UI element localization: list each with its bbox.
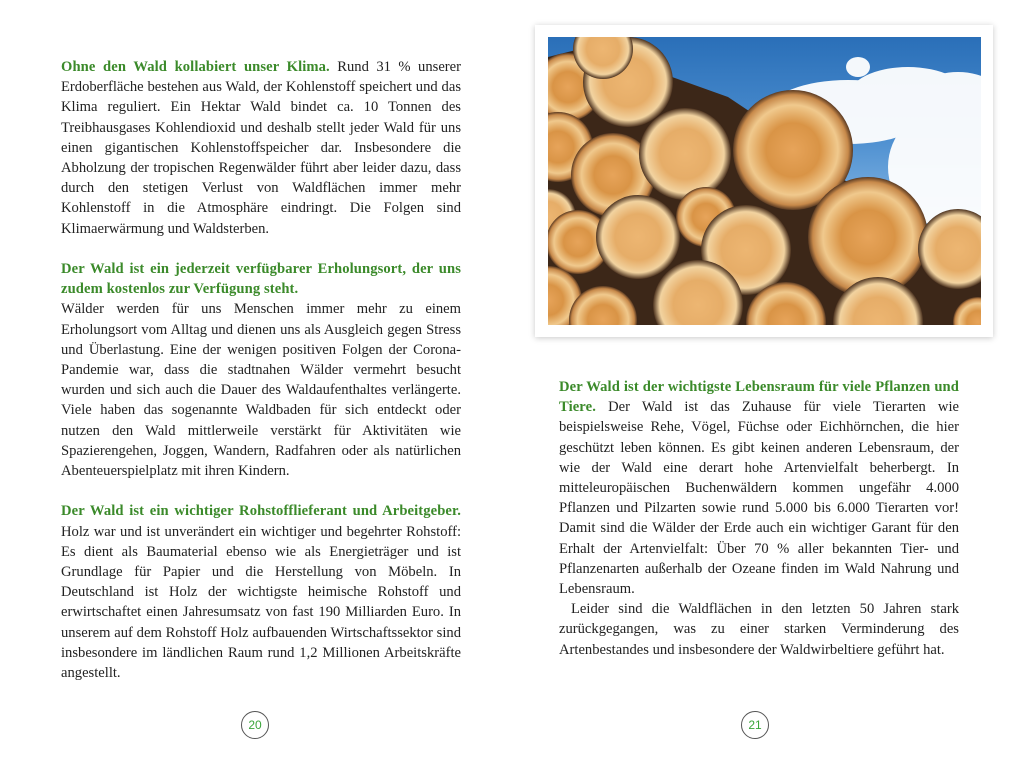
page-number: 20 xyxy=(241,711,269,739)
paragraph-lead: Ohne den Wald kollabiert unser Klima. xyxy=(61,59,330,75)
paragraph-lead: Der Wald ist ein jederzeit verfügbarer Erholungsort, der uns zudem kostenlos zur Verfügung steht. xyxy=(61,261,461,298)
paragraph-lead: Der Wald ist ein wichtiger Rohstofflieferant und Arbeitgeber. xyxy=(61,503,461,520)
paragraph-habitat xyxy=(559,377,959,599)
right-page xyxy=(510,0,1020,763)
paragraph-body: Leider sind die Waldflächen in den letzten 50 Jahren stark zurückgegangen, was zu einer starken Verminderung des Artenbestandes und insbesondere der Waldwirbeltiere geführt hat. xyxy=(559,601,959,658)
photo-frame xyxy=(535,25,993,337)
paragraph-decline xyxy=(559,599,959,660)
paragraph-climate xyxy=(61,57,461,239)
left-text-column xyxy=(61,57,461,683)
paragraph-body: Der Wald ist das Zuhause für viele Tierarten wie beispielsweise Rehe, Vögel, Füchse oder Eichhörnchen, die hier geschützt leben können. Es gibt keinen anderen Lebensraum, der wie der Wald eine derart hohe Artenvielfalt beherbergt. In mitteleuropäischen Buchenwäldern kommen ungefähr 4.000 Pflanzen und Pilzarten sowie rund 5.000 bis 6.000 Tierarten vor! Damit sind die Wälder der Erde auch ein wichtiger Garant für den Erhalt der Artenvielfalt: Über 70 % aller bekannten Tier- und Pflanzenarten außerhalb der Ozeane finden im Wald Nahrung und Lebensraum. xyxy=(559,399,959,598)
paragraph-body: Rund 31 % unserer Erdoberfläche bestehen aus Wald, der Kohlenstoff speichert und das Klima reguliert. Ein Hektar Wald bindet ca. 10 Tonnen des Treibhausgases Kohlendioxid und deshalb stellt jeder Wald für uns einen gigantischen Kohlenstoffspeicher dar. Insbesondere die Abholzung der tropischen Regenwälder führt aber leider dazu, dass durch den stetigen Verlust von Waldflächen immer mehr Kohlenstoff in die Atmosphäre eindringt. Die Folgen sind Klimaerwärmung und Waldsterben. xyxy=(61,59,461,237)
stacked-logs-image xyxy=(548,37,981,325)
paragraph-resources xyxy=(61,501,461,683)
paragraph-body: Wälder werden für uns Menschen immer mehr zu einem Erholungsort vom Alltag und dienen uns als Ausgleich gegen Stress und Überlastung. Eine der wenigen positiven Folgen der Corona-Pandemie war, dass die stadtnahen Wälder vermehrt besucht wurden und sich auch die Dauer des Waldaufenthaltes verlängerte. Viele haben das sogenannte Waldbaden für sich entdeckt oder nutzen den Wald mittlerweile verstärkt für Aktivitäten wie Spazierengehen, Joggen, Wandern, Radfahren oder als natürlichen Abenteuerspielplatz mit ihren Kindern. xyxy=(61,301,461,480)
page-number: 21 xyxy=(741,711,769,739)
paragraph-lead: Der Wald ist der wichtigste Lebensraum für viele Pflanzen und Tiere. xyxy=(559,379,959,416)
right-text-column xyxy=(559,377,959,660)
logs-photo xyxy=(548,37,981,325)
paragraph-body: Holz war und ist unverändert ein wichtiger und begehrter Rohstoff: Es dient als Baumaterial ebenso wie als Energieträger und ist Grundlage für Papier und die Herstellung von Möbeln. In Deutschland ist Holz der wichtigste heimische Rohstoff und erwirtschaftet einen Jahresumsatz von fast 190 Milliarden Euro. In unserem auf dem Rohstoff Holz aufbauenden Wirtschaftssektor sind insbesondere im ländlichen Raum rund 1,2 Millionen Arbeitskräfte angestellt. xyxy=(61,523,461,682)
paragraph-recreation xyxy=(61,259,461,481)
